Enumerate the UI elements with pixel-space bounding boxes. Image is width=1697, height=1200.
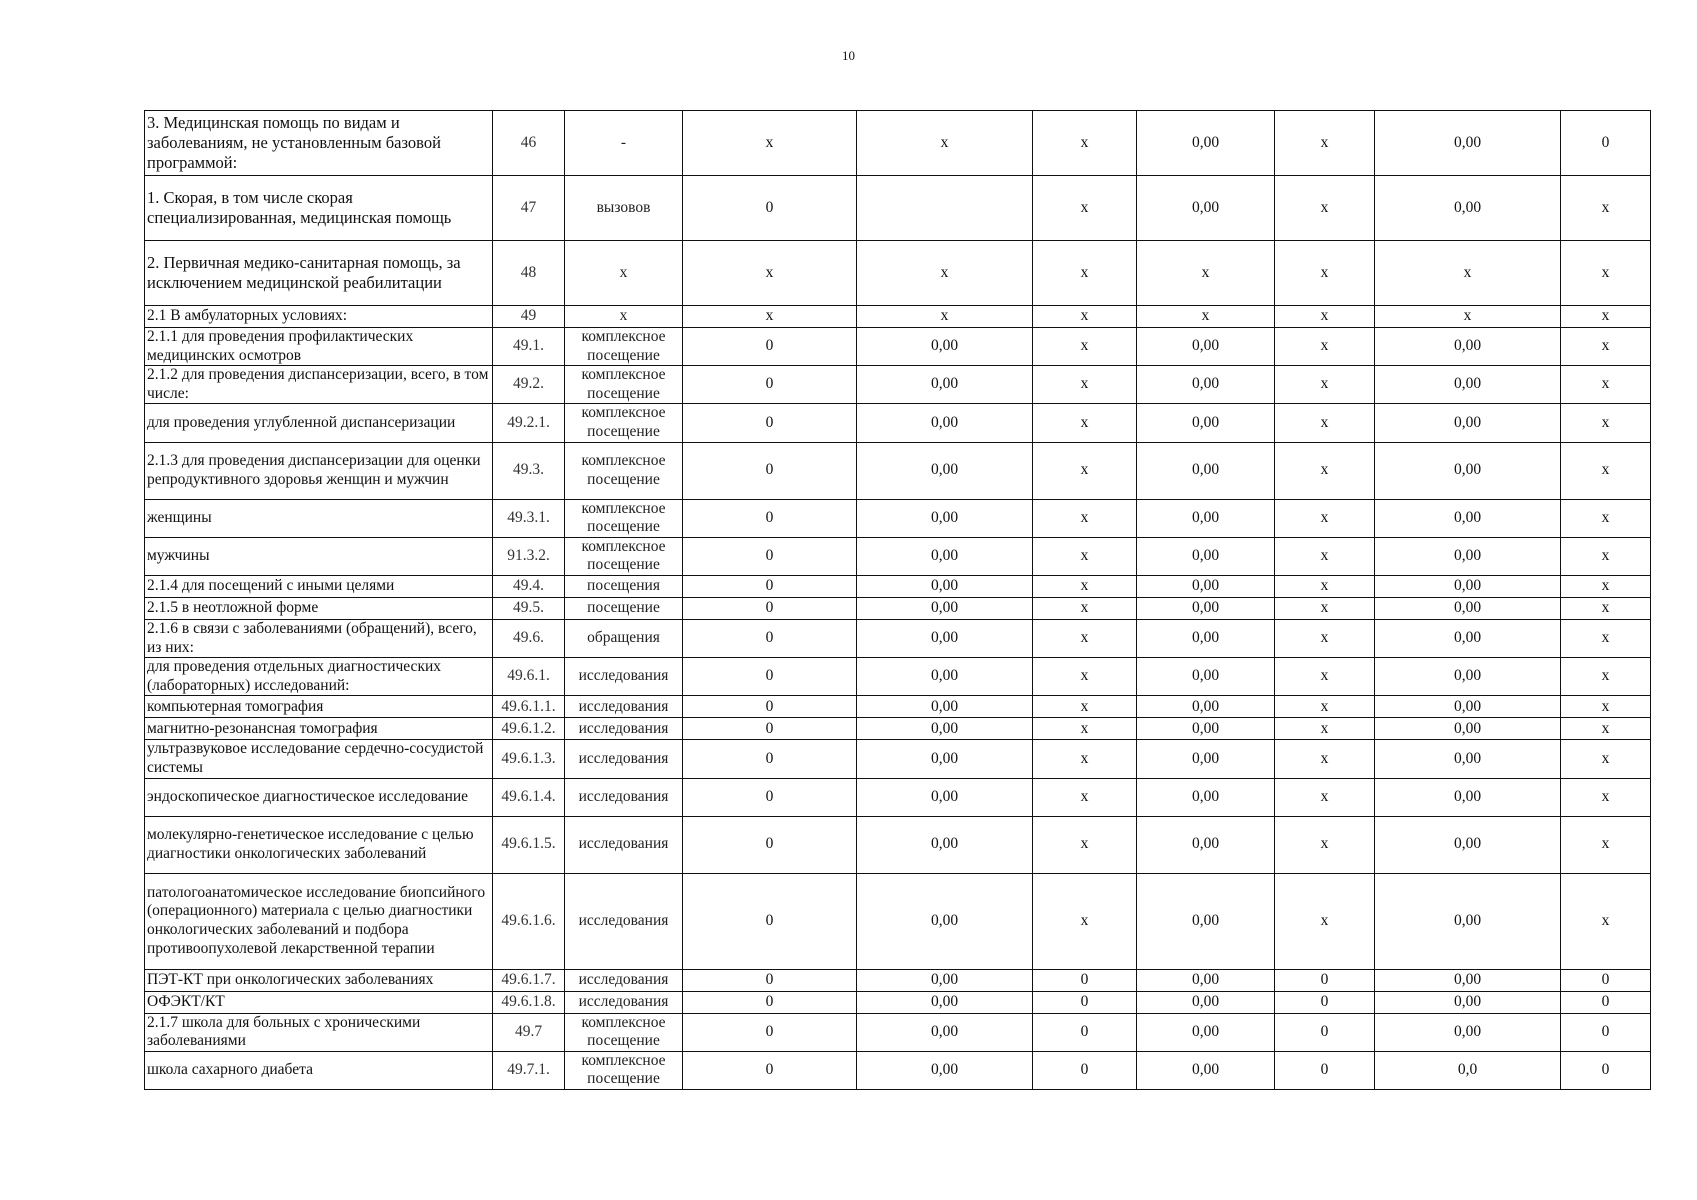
value-cell: x: [683, 111, 857, 176]
row-unit-cell: комплексное посещение: [565, 537, 683, 575]
value-cell: 0,00: [857, 740, 1033, 778]
row-unit-cell: комплексное посещение: [565, 1013, 683, 1051]
value-cell: x: [1275, 740, 1375, 778]
value-cell: 0,00: [1137, 873, 1275, 969]
value-cell: x: [1275, 816, 1375, 873]
value-cell: x: [1561, 597, 1651, 619]
value-cell: 0,00: [1137, 442, 1275, 499]
value-cell: 0: [683, 176, 857, 241]
value-cell: 0: [683, 597, 857, 619]
value-cell: 0,00: [857, 597, 1033, 619]
value-cell: 0: [683, 873, 857, 969]
value-cell: x: [1033, 241, 1137, 306]
row-name-cell: компьютерная томография: [145, 696, 493, 718]
table-row: [145, 328, 1651, 366]
value-cell: x: [1275, 404, 1375, 442]
value-cell: 0: [683, 328, 857, 366]
table-row: [145, 1013, 1651, 1051]
value-cell: 0: [1561, 969, 1651, 991]
row-name-cell: 2.1.5 в неотложной форме: [145, 597, 493, 619]
row-unit-cell: комплексное посещение: [565, 404, 683, 442]
row-code-cell: 49.6.1.7.: [493, 969, 565, 991]
row-unit-cell: комплексное посещение: [565, 328, 683, 366]
value-cell: x: [1275, 537, 1375, 575]
value-cell: x: [1275, 176, 1375, 241]
table-row: [145, 778, 1651, 816]
value-cell: x: [1033, 176, 1137, 241]
value-cell: x: [1033, 499, 1137, 537]
value-cell: x: [1275, 597, 1375, 619]
value-cell: x: [1033, 696, 1137, 718]
row-name-cell: 2.1 В амбулаторных условиях:: [145, 306, 493, 328]
value-cell: 0,00: [1375, 442, 1561, 499]
row-unit-cell: комплексное посещение: [565, 499, 683, 537]
row-unit-cell: -: [565, 111, 683, 176]
row-code-cell: 49.2.: [493, 366, 565, 404]
row-code-cell: 47: [493, 176, 565, 241]
value-cell: x: [1561, 696, 1651, 718]
row-code-cell: 49.5.: [493, 597, 565, 619]
value-cell: 0,00: [1137, 328, 1275, 366]
value-cell: x: [1033, 778, 1137, 816]
value-cell: x: [1375, 306, 1561, 328]
value-cell: 0,00: [1137, 619, 1275, 657]
value-cell: 0: [1033, 991, 1137, 1013]
row-name-cell: школа сахарного диабета: [145, 1051, 493, 1089]
value-cell: 0,00: [1137, 969, 1275, 991]
value-cell: 0: [1033, 1051, 1137, 1089]
row-code-cell: 49.6.1.3.: [493, 740, 565, 778]
value-cell: x: [1033, 404, 1137, 442]
value-cell: 0: [1561, 1051, 1651, 1089]
row-name-cell: 2.1.7 школа для больных с хроническими заболеваниями: [145, 1013, 493, 1051]
table-row: [145, 366, 1651, 404]
value-cell: x: [1033, 873, 1137, 969]
row-name-cell: 2.1.6 в связи с заболеваниями (обращений), всего, из них:: [145, 619, 493, 657]
row-unit-cell: x: [565, 306, 683, 328]
page-number: 10: [842, 48, 855, 63]
row-code-cell: 49.3.1.: [493, 499, 565, 537]
value-cell: x: [1033, 328, 1137, 366]
value-cell: x: [1561, 241, 1651, 306]
value-cell: x: [1033, 597, 1137, 619]
value-cell: x: [1561, 816, 1651, 873]
value-cell: x: [1033, 816, 1137, 873]
table-row: [145, 241, 1651, 306]
value-cell: 0,00: [1137, 176, 1275, 241]
data-table: [144, 110, 1651, 1090]
value-cell: 0,00: [857, 328, 1033, 366]
value-cell: 0,00: [857, 991, 1033, 1013]
value-cell: 0,00: [1375, 658, 1561, 696]
row-name-cell: 2.1.3 для проведения диспансеризации для оценки репродуктивного здоровья женщин и мужчин: [145, 442, 493, 499]
value-cell: 0: [683, 740, 857, 778]
row-code-cell: 49.6.: [493, 619, 565, 657]
value-cell: x: [1137, 306, 1275, 328]
value-cell: 0,00: [1137, 658, 1275, 696]
row-unit-cell: комплексное посещение: [565, 442, 683, 499]
value-cell: 0,00: [857, 969, 1033, 991]
value-cell: x: [1561, 442, 1651, 499]
value-cell: 0: [683, 404, 857, 442]
row-name-cell: ПЭТ-КТ при онкологических заболеваниях: [145, 969, 493, 991]
value-cell: 0: [1033, 1013, 1137, 1051]
row-name-cell: женщины: [145, 499, 493, 537]
row-name-cell: 2.1.2 для проведения диспансеризации, всего, в том числе:: [145, 366, 493, 404]
value-cell: 0,00: [857, 696, 1033, 718]
value-cell: 0: [1275, 969, 1375, 991]
row-code-cell: 49.6.1.4.: [493, 778, 565, 816]
row-unit-cell: исследования: [565, 873, 683, 969]
table-row: [145, 969, 1651, 991]
row-code-cell: 49: [493, 306, 565, 328]
value-cell: x: [683, 306, 857, 328]
value-cell: 0,00: [1375, 778, 1561, 816]
value-cell: x: [683, 241, 857, 306]
table-row: [145, 1051, 1651, 1089]
value-cell: 0,00: [1137, 111, 1275, 176]
table-row: [145, 176, 1651, 241]
value-cell: x: [1275, 575, 1375, 597]
row-unit-cell: исследования: [565, 778, 683, 816]
row-name-cell: 2. Первичная медико-санитарная помощь, за исключением медицинской реабилитации: [145, 241, 493, 306]
value-cell: 0,00: [1137, 404, 1275, 442]
value-cell: 0,00: [1137, 816, 1275, 873]
row-name-cell: молекулярно-генетическое исследование с целью диагностики онкологических заболеваний: [145, 816, 493, 873]
row-code-cell: 49.3.: [493, 442, 565, 499]
value-cell: x: [1275, 696, 1375, 718]
table-row: [145, 619, 1651, 657]
value-cell: 0: [1275, 1013, 1375, 1051]
value-cell: 0: [683, 1051, 857, 1089]
value-cell: 0,00: [1375, 696, 1561, 718]
value-cell: 0,00: [1137, 778, 1275, 816]
row-name-cell: магнитно-резонансная томография: [145, 718, 493, 740]
value-cell: 0: [683, 658, 857, 696]
row-name-cell: 3. Медицинская помощь по видам и заболеваниям, не установленным базовой программой:: [145, 111, 493, 176]
value-cell: 0: [683, 537, 857, 575]
value-cell: 0,00: [1375, 111, 1561, 176]
row-name-cell: ОФЭКТ/КТ: [145, 991, 493, 1013]
value-cell: x: [1275, 241, 1375, 306]
row-unit-cell: исследования: [565, 696, 683, 718]
value-cell: x: [1033, 366, 1137, 404]
value-cell: 0: [683, 575, 857, 597]
value-cell: 0,00: [857, 658, 1033, 696]
value-cell: x: [1561, 328, 1651, 366]
row-code-cell: 49.6.1.8.: [493, 991, 565, 1013]
value-cell: x: [1375, 241, 1561, 306]
value-cell: x: [1561, 537, 1651, 575]
value-cell: x: [1561, 740, 1651, 778]
value-cell: 0,00: [857, 442, 1033, 499]
value-cell: 0,00: [1375, 718, 1561, 740]
value-cell: 0: [1033, 969, 1137, 991]
value-cell: x: [1561, 658, 1651, 696]
value-cell: x: [1275, 328, 1375, 366]
table-row: [145, 537, 1651, 575]
value-cell: x: [1033, 740, 1137, 778]
value-cell: 0,00: [1137, 1013, 1275, 1051]
value-cell: 0: [683, 991, 857, 1013]
value-cell: x: [1275, 718, 1375, 740]
value-cell: 0: [1275, 1051, 1375, 1089]
value-cell: 0,00: [1137, 537, 1275, 575]
value-cell: x: [1275, 306, 1375, 328]
value-cell: 0,00: [857, 778, 1033, 816]
row-unit-cell: исследования: [565, 969, 683, 991]
row-name-cell: 1. Скорая, в том числе скорая специализированная, медицинская помощь: [145, 176, 493, 241]
table-row: [145, 442, 1651, 499]
value-cell: 0,00: [1375, 1013, 1561, 1051]
row-unit-cell: обращения: [565, 619, 683, 657]
row-unit-cell: исследования: [565, 718, 683, 740]
value-cell: x: [1561, 873, 1651, 969]
value-cell: 0,00: [1137, 696, 1275, 718]
value-cell: x: [1275, 442, 1375, 499]
value-cell: 0: [683, 619, 857, 657]
value-cell: x: [1561, 176, 1651, 241]
value-cell: x: [1137, 241, 1275, 306]
value-cell: x: [1275, 873, 1375, 969]
row-name-cell: для проведения отдельных диагностических (лабораторных) исследований:: [145, 658, 493, 696]
table-row: [145, 740, 1651, 778]
value-cell: 0,00: [1375, 816, 1561, 873]
value-cell: 0,0: [1375, 1051, 1561, 1089]
value-cell: 0,00: [857, 537, 1033, 575]
value-cell: 0,00: [857, 873, 1033, 969]
table-row: [145, 111, 1651, 176]
value-cell: 0,00: [1375, 404, 1561, 442]
row-name-cell: 2.1.4 для посещений с иными целями: [145, 575, 493, 597]
table-row: [145, 991, 1651, 1013]
value-cell: 0,00: [1375, 537, 1561, 575]
value-cell: x: [1033, 537, 1137, 575]
value-cell: 0,00: [1375, 991, 1561, 1013]
row-name-cell: эндоскопическое диагностическое исследование: [145, 778, 493, 816]
table-row: [145, 404, 1651, 442]
table-row: [145, 873, 1651, 969]
value-cell: 0,00: [1375, 619, 1561, 657]
row-name-cell: 2.1.1 для проведения профилактических медицинских осмотров: [145, 328, 493, 366]
row-unit-cell: посещение: [565, 597, 683, 619]
row-code-cell: 49.7.1.: [493, 1051, 565, 1089]
value-cell: 0,00: [1375, 176, 1561, 241]
row-name-cell: мужчины: [145, 537, 493, 575]
value-cell: 0,00: [1375, 740, 1561, 778]
value-cell: 0: [683, 499, 857, 537]
value-cell: x: [1033, 442, 1137, 499]
row-code-cell: 46: [493, 111, 565, 176]
value-cell: 0,00: [1137, 1051, 1275, 1089]
value-cell: x: [1275, 619, 1375, 657]
value-cell: x: [1033, 306, 1137, 328]
value-cell: x: [1275, 658, 1375, 696]
value-cell: x: [857, 306, 1033, 328]
value-cell: x: [1275, 778, 1375, 816]
value-cell: 0,00: [857, 404, 1033, 442]
value-cell: 0,00: [1375, 499, 1561, 537]
value-cell: 0,00: [1375, 366, 1561, 404]
table-row: [145, 575, 1651, 597]
value-cell: 0,00: [1375, 597, 1561, 619]
value-cell: 0,00: [1375, 969, 1561, 991]
value-cell: 0: [683, 778, 857, 816]
row-code-cell: 49.6.1.6.: [493, 873, 565, 969]
value-cell: x: [857, 111, 1033, 176]
value-cell: 0: [683, 718, 857, 740]
value-cell: x: [1561, 499, 1651, 537]
value-cell: x: [1561, 575, 1651, 597]
row-unit-cell: посещения: [565, 575, 683, 597]
row-code-cell: 49.2.1.: [493, 404, 565, 442]
value-cell: 0,00: [1137, 740, 1275, 778]
row-code-cell: 49.1.: [493, 328, 565, 366]
table-body: [145, 111, 1651, 1090]
table-row: [145, 816, 1651, 873]
value-cell: x: [1561, 718, 1651, 740]
row-unit-cell: x: [565, 241, 683, 306]
table-row: [145, 597, 1651, 619]
row-code-cell: 49.4.: [493, 575, 565, 597]
value-cell: 0: [683, 442, 857, 499]
table-row: [145, 499, 1651, 537]
table-row: [145, 718, 1651, 740]
value-cell: 0,00: [1375, 328, 1561, 366]
value-cell: 0: [1561, 991, 1651, 1013]
row-code-cell: 49.6.1.5.: [493, 816, 565, 873]
value-cell: x: [1561, 404, 1651, 442]
row-name-cell: для проведения углубленной диспансеризации: [145, 404, 493, 442]
value-cell: x: [1561, 306, 1651, 328]
value-cell: 0,00: [857, 619, 1033, 657]
value-cell: 0: [683, 1013, 857, 1051]
value-cell: 0,00: [857, 575, 1033, 597]
value-cell: x: [1561, 366, 1651, 404]
row-unit-cell: исследования: [565, 991, 683, 1013]
value-cell: 0,00: [1137, 575, 1275, 597]
value-cell: 0,00: [1137, 499, 1275, 537]
table-row: [145, 696, 1651, 718]
row-unit-cell: комплексное посещение: [565, 1051, 683, 1089]
value-cell: x: [1275, 499, 1375, 537]
row-code-cell: 49.7: [493, 1013, 565, 1051]
row-code-cell: 48: [493, 241, 565, 306]
value-cell: x: [1033, 111, 1137, 176]
value-cell: [857, 176, 1033, 241]
table-row: [145, 658, 1651, 696]
value-cell: 0,00: [857, 1051, 1033, 1089]
row-name-cell: патологоанатомическое исследование биопсийного (операционного) материала с целью диагностики онкологических заболеваний и подбора противоопухолевой лекарственной терапии: [145, 873, 493, 969]
row-unit-cell: исследования: [565, 816, 683, 873]
value-cell: 0: [1561, 1013, 1651, 1051]
value-cell: 0: [1561, 111, 1651, 176]
value-cell: 0,00: [1137, 718, 1275, 740]
value-cell: 0,00: [857, 816, 1033, 873]
row-code-cell: 49.6.1.: [493, 658, 565, 696]
row-unit-cell: исследования: [565, 658, 683, 696]
value-cell: 0,00: [857, 499, 1033, 537]
value-cell: 0,00: [1375, 873, 1561, 969]
value-cell: 0: [1275, 991, 1375, 1013]
value-cell: x: [1033, 575, 1137, 597]
value-cell: 0,00: [857, 718, 1033, 740]
value-cell: x: [1275, 366, 1375, 404]
value-cell: 0: [683, 969, 857, 991]
value-cell: x: [1033, 619, 1137, 657]
value-cell: 0,00: [1137, 991, 1275, 1013]
value-cell: 0,00: [1137, 366, 1275, 404]
row-code-cell: 49.6.1.1.: [493, 696, 565, 718]
row-code-cell: 91.3.2.: [493, 537, 565, 575]
value-cell: x: [1033, 658, 1137, 696]
row-unit-cell: комплексное посещение: [565, 366, 683, 404]
row-unit-cell: вызовов: [565, 176, 683, 241]
row-name-cell: ультразвуковое исследование сердечно-сосудистой системы: [145, 740, 493, 778]
value-cell: 0,00: [1137, 597, 1275, 619]
value-cell: x: [1033, 718, 1137, 740]
value-cell: x: [857, 241, 1033, 306]
value-cell: 0: [683, 366, 857, 404]
value-cell: 0,00: [857, 366, 1033, 404]
value-cell: x: [1561, 778, 1651, 816]
value-cell: x: [1561, 619, 1651, 657]
value-cell: 0,00: [857, 1013, 1033, 1051]
value-cell: 0,00: [1375, 575, 1561, 597]
value-cell: 0: [683, 696, 857, 718]
row-unit-cell: исследования: [565, 740, 683, 778]
table-row: [145, 306, 1651, 328]
value-cell: x: [1275, 111, 1375, 176]
value-cell: 0: [683, 816, 857, 873]
row-code-cell: 49.6.1.2.: [493, 718, 565, 740]
